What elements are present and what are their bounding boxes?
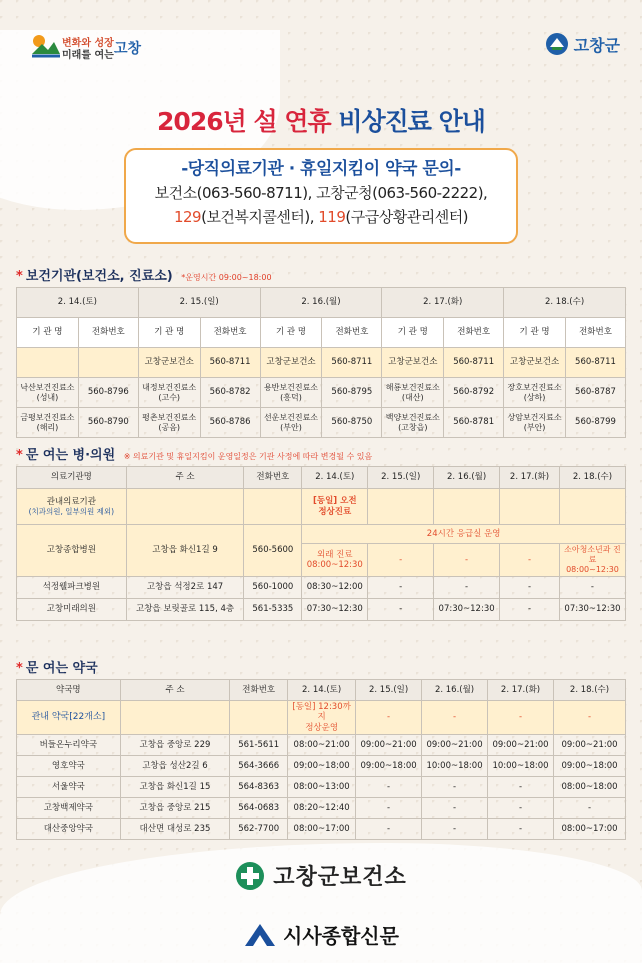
cell-name: 고창군보건소 xyxy=(260,348,322,378)
cell-tel: 560-8750 xyxy=(322,408,382,438)
table-row xyxy=(17,701,626,735)
section-3-title-text: 문 여는 약국 xyxy=(25,661,98,676)
cell-name xyxy=(17,348,79,378)
cell-addr: 고창읍 중앙로 229 xyxy=(120,735,230,756)
date-header: 2. 18.(수) xyxy=(504,288,626,318)
hospital-day-5: 소아청소년과 진료 08:00~12:30 xyxy=(559,543,625,576)
cell-day: - xyxy=(500,577,560,599)
cell-day: 09:00~21:00 xyxy=(356,735,422,756)
contact-line-2 xyxy=(126,206,516,227)
col-header: 2. 17.(화) xyxy=(488,680,554,701)
table-row xyxy=(17,735,626,756)
cell-name: 낙산보건진료소 (성내) xyxy=(17,378,79,408)
cell-tel xyxy=(78,348,138,378)
inner-institution-name: 관내의료기관 xyxy=(46,496,96,507)
cell-name: 선운보건진료소 (부안) xyxy=(260,408,322,438)
cell-tel: 564-3666 xyxy=(230,756,288,777)
header-row xyxy=(17,680,626,701)
col-name-header: 기 관 명 xyxy=(260,318,322,348)
table-row xyxy=(17,408,626,438)
cell-day: 08:00~18:00 xyxy=(554,777,626,798)
table-row xyxy=(17,577,626,599)
col-header: 주 소 xyxy=(126,467,244,489)
cell-tel: 560-8796 xyxy=(78,378,138,408)
inner-pharmacy-name: 관내 약국[22개소] xyxy=(17,701,121,735)
slogan-line-2: 미래를 여는 xyxy=(62,50,114,61)
cell-name: 석정웰파크병원 xyxy=(17,577,127,599)
cell-name: 상암보건지료소 (부안) xyxy=(504,408,566,438)
cell-tel: 560-8781 xyxy=(444,408,504,438)
cell-day: - xyxy=(356,798,422,819)
table-row xyxy=(17,798,626,819)
cell-tel: 560-8792 xyxy=(444,378,504,408)
cell-day: 07:30~12:30 xyxy=(434,599,500,621)
cell-day: - xyxy=(368,577,434,599)
col-header: 2. 16.(월) xyxy=(422,680,488,701)
date-header: 2. 16.(월) xyxy=(260,288,382,318)
cell-day: 08:00~13:00 xyxy=(288,777,356,798)
inner-institution-cell xyxy=(17,489,127,525)
cell-day: - xyxy=(488,777,554,798)
section-1-note: *운영시간 09:00~18:00 xyxy=(181,273,272,282)
slogan-line-1: 변화와 성장 xyxy=(62,38,114,49)
col-name-header: 기 관 명 xyxy=(17,318,79,348)
cell-addr xyxy=(126,489,244,525)
cell-addr: 고창읍 석정2로 147 xyxy=(126,577,244,599)
cell-name: 금평보건진료소 (해리) xyxy=(17,408,79,438)
press-name: 시사종합신문 xyxy=(283,924,399,948)
cell-tel: 564-8363 xyxy=(230,777,288,798)
cell-tel: 560-8711 xyxy=(200,348,260,378)
cell-name: 내정보건진료소 (고수) xyxy=(138,378,200,408)
col-name-header: 기 관 명 xyxy=(138,318,200,348)
cell-day xyxy=(500,489,560,525)
col-tel-header: 전화번호 xyxy=(200,318,260,348)
cell-day: 09:00~18:00 xyxy=(288,756,356,777)
table-row xyxy=(17,348,626,378)
date-header: 2. 14.(토) xyxy=(17,288,139,318)
col-header: 2. 18.(수) xyxy=(559,467,625,489)
gochang-slogan-logo-icon xyxy=(30,32,60,58)
cell-name: 고창군보건소 xyxy=(382,348,444,378)
cell-name: 버들온누리약국 xyxy=(17,735,121,756)
cell-day: - xyxy=(422,701,488,735)
cell-addr: 고창읍 중앙로 215 xyxy=(120,798,230,819)
cell-name: 해룡보건진료소 (대산) xyxy=(382,378,444,408)
date-header-row xyxy=(17,288,626,318)
hospital-day-3: - xyxy=(434,543,500,576)
cell-tel xyxy=(230,701,288,735)
cell-tel: 560-8799 xyxy=(566,408,626,438)
table-row xyxy=(17,819,626,840)
col-header: 2. 17.(화) xyxy=(500,467,560,489)
health-institution-table xyxy=(16,287,626,438)
col-tel-header: 전화번호 xyxy=(566,318,626,348)
health-center-name: 고창군보건소 xyxy=(273,865,407,890)
cell-day: - xyxy=(488,819,554,840)
contact-line-1: 보건소(063-560-8711), 고창군청(063-560-2222), xyxy=(154,184,488,202)
table-row xyxy=(17,378,626,408)
col-header: 2. 18.(수) xyxy=(554,680,626,701)
col-header: 의료기관명 xyxy=(17,467,127,489)
table-row xyxy=(17,489,626,525)
cell-tel: 560-8782 xyxy=(200,378,260,408)
col-header: 전화번호 xyxy=(230,680,288,701)
cell-day: 09:00~18:00 xyxy=(554,756,626,777)
cell-day: 08:20~12:40 xyxy=(288,798,356,819)
cell-day: 08:00~21:00 xyxy=(288,735,356,756)
cell-day: - xyxy=(368,599,434,621)
contact-number-129: 129 xyxy=(173,208,202,226)
cell-tel: 562-7700 xyxy=(230,819,288,840)
cell-name: 용반보건진료소 (흥덕) xyxy=(260,378,322,408)
cell-day xyxy=(434,489,500,525)
cell-name: 고창군보건소 xyxy=(138,348,200,378)
cell-tel: 560-1000 xyxy=(244,577,302,599)
cell-tel: 560-8790 xyxy=(78,408,138,438)
cell-tel: 561-5335 xyxy=(244,599,302,621)
county-logo xyxy=(545,32,620,56)
contact-box xyxy=(124,148,518,244)
cell-day: 08:30~12:00 xyxy=(302,577,368,599)
sub-header-row xyxy=(17,318,626,348)
cell-day: - xyxy=(554,798,626,819)
cell-name: 백양보건진료소 (고창읍) xyxy=(382,408,444,438)
section-2-note: ※ 의료기관 및 휴일지킴이 운영일정은 기관 사정에 따라 변경될 수 있음 xyxy=(123,452,373,461)
cell-day: - xyxy=(554,701,626,735)
cell-day: 10:00~18:00 xyxy=(422,756,488,777)
col-tel-header: 전화번호 xyxy=(322,318,382,348)
cell-name: 서울약국 xyxy=(17,777,121,798)
cell-tel: 560-8711 xyxy=(566,348,626,378)
cell-day: - xyxy=(356,701,422,735)
cell-addr: 고창읍 성산2길 6 xyxy=(120,756,230,777)
cell-name: 고창미래의원 xyxy=(17,599,127,621)
col-name-header: 기 관 명 xyxy=(504,318,566,348)
cell-day: 10:00~18:00 xyxy=(488,756,554,777)
table-row xyxy=(17,525,626,544)
hospital-name: 고창종합병원 xyxy=(17,525,127,577)
date-header: 2. 15.(일) xyxy=(138,288,260,318)
cell-day: - xyxy=(559,577,625,599)
table-row xyxy=(17,599,626,621)
col-header: 2. 16.(월) xyxy=(434,467,500,489)
cell-tel: 561-5611 xyxy=(230,735,288,756)
cell-name: 고창백제약국 xyxy=(17,798,121,819)
hospital-table xyxy=(16,466,626,621)
cell-day: 09:00~21:00 xyxy=(488,735,554,756)
col-header: 약국명 xyxy=(17,680,121,701)
cell-name: 고창군보건소 xyxy=(504,348,566,378)
table-row xyxy=(17,756,626,777)
cell-day: 08:00~17:00 xyxy=(554,819,626,840)
cell-day: - xyxy=(356,819,422,840)
cell-addr: 대산면 대성로 235 xyxy=(120,819,230,840)
header-row xyxy=(17,467,626,489)
cell-day: - xyxy=(422,819,488,840)
section-2-title-text: 문 여는 병·의원 xyxy=(25,448,116,463)
hospital-day-1: 외래 진료 08:00~12:30 xyxy=(302,543,368,576)
hospital-day-2: - xyxy=(368,543,434,576)
cell-tel: 560-8711 xyxy=(444,348,504,378)
cell-addr: 고창읍 보릿골로 115, 4층 xyxy=(126,599,244,621)
section-3-title: * 문 여는 약국 xyxy=(16,661,98,676)
cell-day: - xyxy=(422,798,488,819)
table-row xyxy=(17,777,626,798)
cell-day xyxy=(559,489,625,525)
date-header: 2. 17.(화) xyxy=(382,288,504,318)
section-1-title: * 보건기관(보건소, 진료소) *운영시간 09:00~18:00 xyxy=(16,269,272,284)
health-center-logo xyxy=(0,860,642,891)
cell-day xyxy=(368,489,434,525)
col-name-header: 기 관 명 xyxy=(382,318,444,348)
cell-day: - xyxy=(488,798,554,819)
county-emblem-icon xyxy=(545,32,569,56)
contact-number-119: 119 xyxy=(318,208,346,226)
cell-name: 평촌보건진료소 (공음) xyxy=(138,408,200,438)
county-name: 고창군 xyxy=(573,35,620,55)
health-center-emblem-icon xyxy=(235,861,265,891)
col-header: 2. 14.(토) xyxy=(288,680,356,701)
cell-tel: 560-8786 xyxy=(200,408,260,438)
page-title xyxy=(0,102,642,138)
cell-addr: 고창읍 화신1길 15 xyxy=(120,777,230,798)
pharmacy-table xyxy=(16,679,626,840)
inner-pharmacy-note: [동일] 12:30까지 정상운영 xyxy=(288,701,356,735)
press-logo-mark-icon xyxy=(243,922,277,948)
cell-tel: 560-8711 xyxy=(322,348,382,378)
cell-day: 07:30~12:30 xyxy=(302,599,368,621)
section-1-title-text: 보건기관(보건소, 진료소) xyxy=(25,269,173,284)
title-part-2: 비상진료 안내 xyxy=(338,107,485,136)
cell-tel: 560-8795 xyxy=(322,378,382,408)
cell-tel xyxy=(244,489,302,525)
cell-day: - xyxy=(434,577,500,599)
inner-note: [동일] 오전 정상진료 xyxy=(302,489,368,525)
cell-day: 09:00~18:00 xyxy=(356,756,422,777)
er-note: 24시간 응급실 운영 xyxy=(302,525,626,544)
col-header: 전화번호 xyxy=(244,467,302,489)
contact-text-129: (보건복지콜센터), xyxy=(201,208,319,226)
cell-day: - xyxy=(356,777,422,798)
cell-tel: 564-0683 xyxy=(230,798,288,819)
title-part-1: 2026년 설 연휴 xyxy=(157,107,331,136)
col-header: 주 소 xyxy=(120,680,230,701)
hospital-tel: 560-5600 xyxy=(244,525,302,577)
col-header: 2. 15.(일) xyxy=(368,467,434,489)
hospital-day-4: - xyxy=(500,543,560,576)
section-2-title: * 문 여는 병·의원 ※ 의료기관 및 휴일지킴이 운영일정은 기관 사정에 따라 변경될 수 있음 xyxy=(16,448,373,463)
cell-name: 영호약국 xyxy=(17,756,121,777)
cell-tel: 560-8787 xyxy=(566,378,626,408)
cell-day: 08:00~17:00 xyxy=(288,819,356,840)
col-tel-header: 전화번호 xyxy=(444,318,504,348)
slogan-gochang: 고창 xyxy=(114,41,142,57)
col-tel-header: 전화번호 xyxy=(78,318,138,348)
contact-heading: -당직의료기관 · 휴일지킴이 약국 문의- xyxy=(181,159,461,179)
cell-day: 09:00~21:00 xyxy=(554,735,626,756)
cell-day: 07:30~12:30 xyxy=(559,599,625,621)
cell-day: 09:00~21:00 xyxy=(422,735,488,756)
cell-day: - xyxy=(500,599,560,621)
contact-text-119: (구급상황관리센터) xyxy=(345,208,469,226)
inner-institution-sub: (치과의원, 일부의원 제외) xyxy=(28,507,115,517)
col-header: 2. 14.(토) xyxy=(302,467,368,489)
hospital-addr: 고창읍 화신1길 9 xyxy=(126,525,244,577)
col-header: 2. 15.(일) xyxy=(356,680,422,701)
cell-name: 대산중앙약국 xyxy=(17,819,121,840)
press-logo xyxy=(0,920,642,949)
cell-addr xyxy=(120,701,230,735)
cell-day: - xyxy=(488,701,554,735)
cell-name: 장호보건진료소 (상하) xyxy=(504,378,566,408)
cell-day: - xyxy=(422,777,488,798)
